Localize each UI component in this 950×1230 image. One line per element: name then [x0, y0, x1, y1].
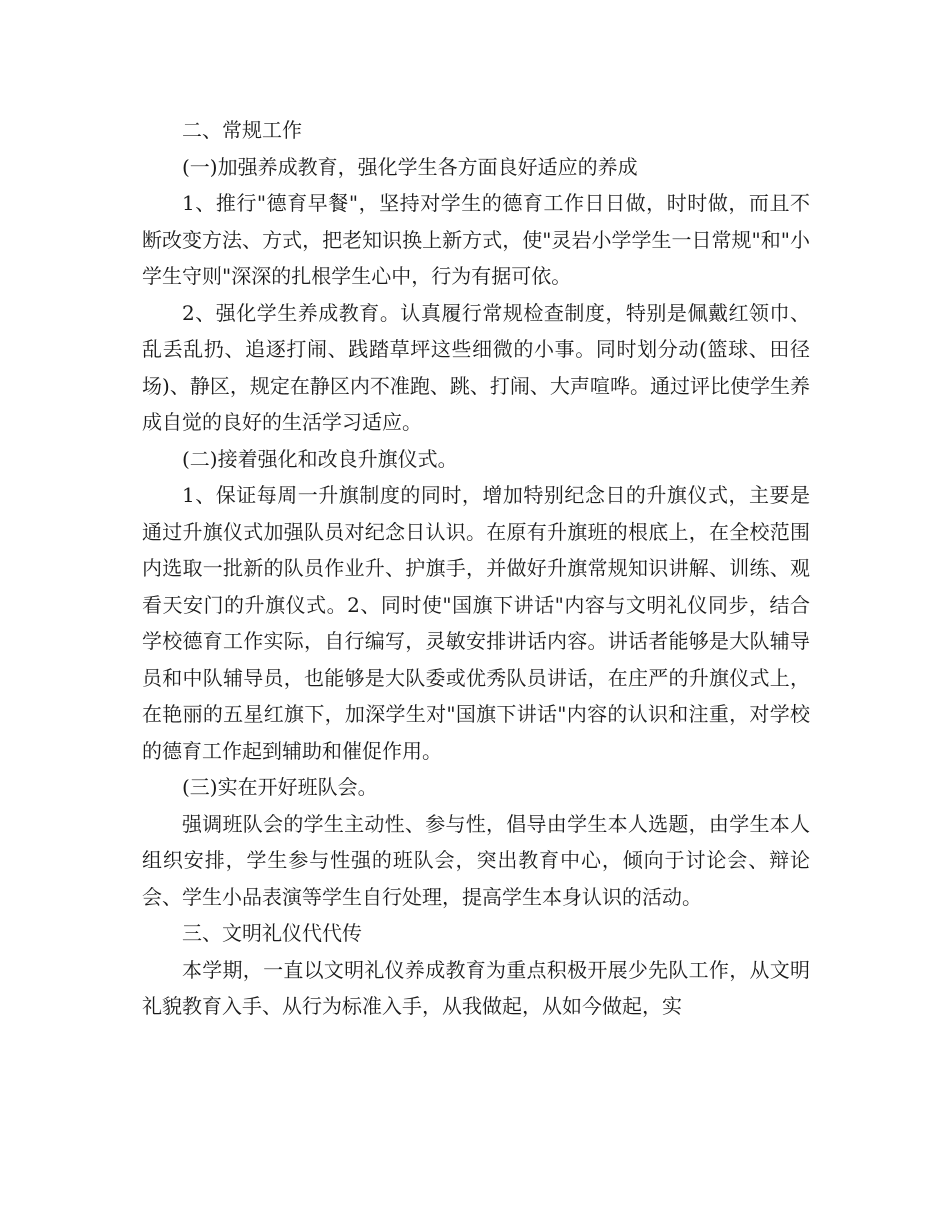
section-heading-routine-work: 二、常规工作: [182, 118, 302, 142]
paragraph-class-meetings: 强调班队会的学生主动性、参与性，倡导由学生本人选题，由学生本人组织安排，学生参与性强的班队会，突出教育中心，倾向于讨论会、辩论会、学生小品表演等学生自行处理，提高学生本身认识的活动。: [142, 811, 810, 909]
paragraph-habit-formation: 2、强化学生养成教育。认真履行常规检查制度，特别是佩戴红领巾、乱丢乱扔、追逐打闹、践踏草坪这些细微的小事。同时划分动(篮球、田径场)、静区，规定在静区内不准跑、跳、打闹、大声喧哗。通过评比使学生养成自觉的良好的生活学习适应。: [142, 300, 810, 434]
subheading-habit-education: (一)加强养成教育，强化学生各方面良好适应的养成: [182, 154, 638, 179]
subheading-flag-ceremony: (二)接着强化和改良升旗仪式。: [182, 446, 458, 471]
paragraph-etiquette: 本学期，一直以文明礼仪养成教育为重点积极开展少先队工作，从文明礼貌教育入手、从行为标准入手，从我做起，从如今做起，实: [142, 957, 810, 1018]
section-heading-etiquette: 三、文明礼仪代代传: [182, 921, 362, 945]
document-body: [142, 112, 810, 1025]
paragraph-flag-ceremony: 1、保证每周一升旗制度的同时，增加特别纪念日的升旗仪式，主要是通过升旗仪式加强队员对纪念日认识。在原有升旗班的根底上，在全校范围内选取一批新的队员作业升、护旗手，并做好升旗常规知识讲解、训练、观看天安门的升旗仪式。2、同时使"国旗下讲话"内容与文明礼仪同步，结合学校德育工作实际，自行编写，灵敏安排讲话内容。讲话者能够是大队辅导员和中队辅导员，也能够是大队委或优秀队员讲话，在庄严的升旗仪式上，在艳丽的五星红旗下，加深学生对"国旗下讲话"内容的认识和注重，对学校的德育工作起到辅助和催促作用。: [142, 483, 810, 763]
paragraph-moral-breakfast: 1、推行"德育早餐"，坚持对学生的德育工作日日做，时时做，而且不断改变方法、方式，把老知识换上新方式，使"灵岩小学学生一日常规"和"小学生守则"深深的扎根学生心中，行为有据可依。: [142, 191, 810, 288]
subheading-class-meetings: (三)实在开好班队会。: [182, 775, 378, 799]
